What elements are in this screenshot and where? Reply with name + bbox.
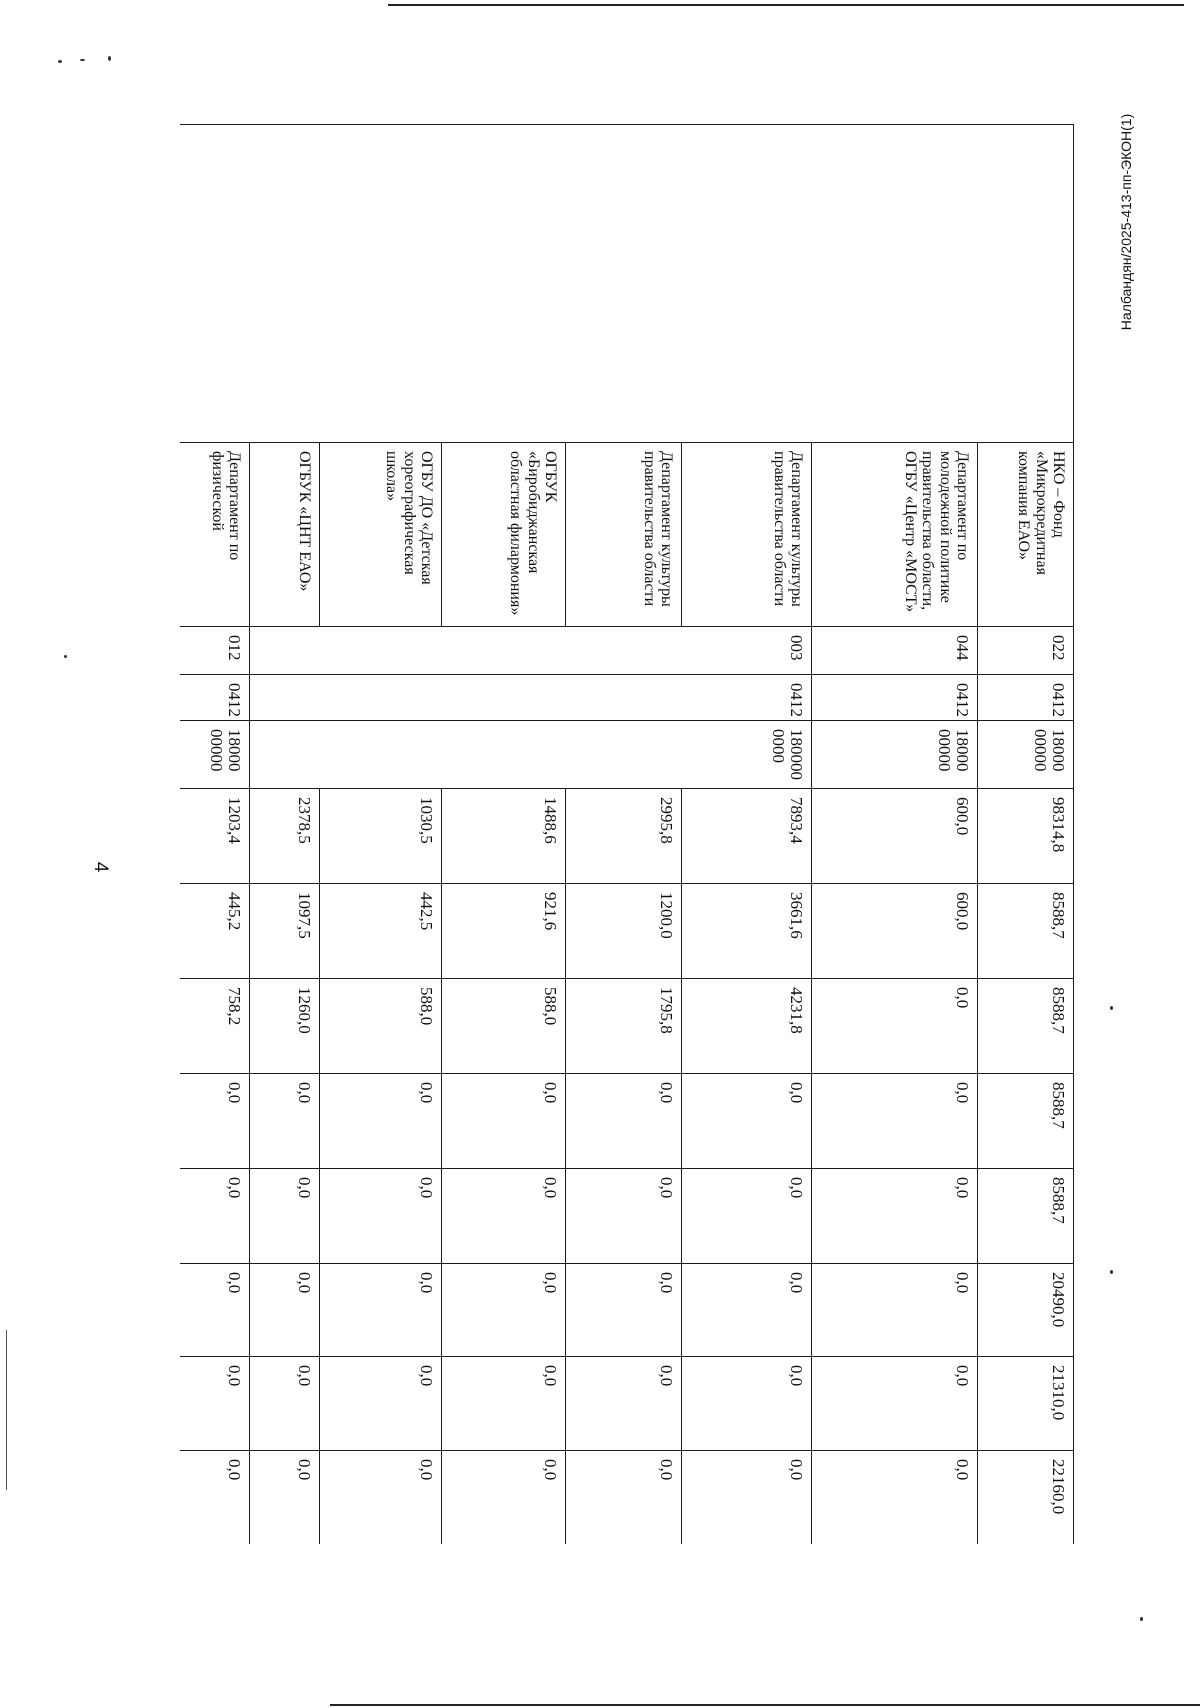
total-value: 98314,8 [978, 789, 1074, 884]
total-value: 1488,6 [442, 789, 566, 884]
scan-speck [1110, 1270, 1113, 1274]
recipient-name: Департамент культуры правительства области [566, 443, 682, 627]
year-value: 0,0 [180, 1264, 250, 1357]
year-value: 4231,8 [682, 979, 812, 1074]
top-border-line [388, 4, 1184, 6]
rotated-table-container [180, 124, 1074, 1544]
total-value: 2378,5 [250, 789, 320, 884]
recipient-name: ОГБУК «ЦНТ ЕАО» [250, 443, 320, 627]
year-value: 1097,5 [250, 884, 320, 979]
year-value: 8588,7 [978, 979, 1074, 1074]
year-value: 8588,7 [978, 884, 1074, 979]
target-article-code: 18000 00000 [978, 721, 1074, 789]
program-cell-empty [180, 125, 1074, 443]
grbs-code: 022 [978, 627, 1074, 675]
budget-table-region [180, 124, 1074, 1544]
year-value: 0,0 [682, 1264, 812, 1357]
year-value: 0,0 [442, 1357, 566, 1451]
year-value: 0,0 [180, 1357, 250, 1451]
total-value: 600,0 [812, 789, 978, 884]
year-value: 758,2 [180, 979, 250, 1074]
recipient-name: НКО – Фонд «Микрокредитная компания ЕАО» [978, 443, 1074, 627]
year-value: 0,0 [320, 1357, 442, 1451]
recipient-name: Департамент по молодежной политике правительства области, ОГБУ «Центр «МОСТ» [812, 443, 978, 627]
recipient-name: Департамент по физической [180, 443, 250, 627]
section-code: 0412 [812, 675, 978, 721]
grbs-code: 003 [250, 627, 812, 675]
year-value: 0,0 [320, 1264, 442, 1357]
page-number: 4 [90, 861, 111, 873]
year-value: 0,0 [682, 1451, 812, 1545]
year-value: 1260,0 [250, 979, 320, 1074]
year-value: 588,0 [442, 979, 566, 1074]
year-value: 0,0 [250, 1264, 320, 1357]
year-value: 0,0 [442, 1264, 566, 1357]
year-value: 3661,6 [682, 884, 812, 979]
year-value: 0,0 [566, 1451, 682, 1545]
year-value: 0,0 [812, 1451, 978, 1545]
total-value: 1203,4 [180, 789, 250, 884]
total-value: 2995,8 [566, 789, 682, 884]
year-value: 0,0 [566, 1264, 682, 1357]
year-value: 0,0 [812, 1357, 978, 1451]
recipient-name: ОГБУ ДО «Детская хореографическая школа» [320, 443, 442, 627]
scan-speck [80, 59, 85, 61]
year-value: 0,0 [812, 1169, 978, 1264]
scan-speck [1140, 1617, 1143, 1621]
year-value: 0,0 [250, 1357, 320, 1451]
year-value: 1200,0 [566, 884, 682, 979]
year-value: 0,0 [180, 1169, 250, 1264]
year-value: 0,0 [180, 1074, 250, 1169]
section-code: 0412 [978, 675, 1074, 721]
year-value: 0,0 [682, 1074, 812, 1169]
bottom-border-line [330, 1704, 1200, 1706]
total-value: 1030,5 [320, 789, 442, 884]
budget-table [180, 124, 1074, 1544]
document-id-text: Налбандян/2025-413-пп-ЭКОН(1) [1118, 113, 1134, 331]
year-value: 0,0 [566, 1357, 682, 1451]
year-value: 0,0 [250, 1169, 320, 1264]
scan-speck [1110, 1006, 1113, 1010]
target-article-code: 18000 00000 [812, 721, 978, 789]
year-value: 22160,0 [978, 1451, 1074, 1545]
year-value: 0,0 [320, 1451, 442, 1545]
section-code: 0412 [250, 675, 812, 721]
year-value: 0,0 [812, 1074, 978, 1169]
year-value: 0,0 [682, 1357, 812, 1451]
recipient-name: Департамент культуры правительства области [682, 443, 812, 627]
year-value: 600,0 [812, 884, 978, 979]
year-value: 0,0 [180, 1451, 250, 1545]
year-value: 442,5 [320, 884, 442, 979]
scan-speck [58, 60, 62, 63]
left-scan-line [6, 1330, 7, 1490]
year-value: 0,0 [566, 1074, 682, 1169]
total-value: 7893,4 [682, 789, 812, 884]
year-value: 8588,7 [978, 1169, 1074, 1264]
year-value: 1795,8 [566, 979, 682, 1074]
year-value: 0,0 [250, 1451, 320, 1545]
year-value: 0,0 [442, 1451, 566, 1545]
year-value: 0,0 [566, 1169, 682, 1264]
year-value: 21310,0 [978, 1357, 1074, 1451]
year-value: 921,6 [442, 884, 566, 979]
year-value: 8588,7 [978, 1074, 1074, 1169]
table-row [978, 125, 1074, 1545]
year-value: 0,0 [442, 1074, 566, 1169]
year-value: 0,0 [250, 1074, 320, 1169]
year-value: 20490,0 [978, 1264, 1074, 1357]
scan-speck [64, 655, 67, 658]
year-value: 588,0 [320, 979, 442, 1074]
year-value: 0,0 [320, 1074, 442, 1169]
scan-speck [108, 56, 111, 61]
target-article-code: 180000 0000 [250, 721, 812, 789]
year-value: 0,0 [812, 979, 978, 1074]
year-value: 0,0 [442, 1169, 566, 1264]
year-value: 445,2 [180, 884, 250, 979]
year-value: 0,0 [812, 1264, 978, 1357]
year-value: 0,0 [320, 1169, 442, 1264]
target-article-code: 18000 00000 [180, 721, 250, 789]
grbs-code: 012 [180, 627, 250, 675]
grbs-code: 044 [812, 627, 978, 675]
recipient-name: ОГБУК «Биробиджанская областная филармония» [442, 443, 566, 627]
year-value: 0,0 [682, 1169, 812, 1264]
section-code: 0412 [180, 675, 250, 721]
